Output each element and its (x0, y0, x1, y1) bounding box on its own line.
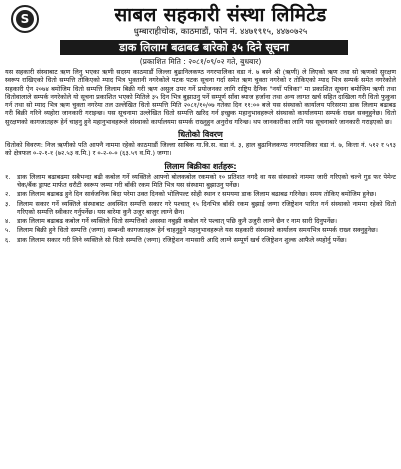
term-item (5, 173, 396, 190)
term-number: ४. (5, 217, 11, 226)
term-item (5, 226, 396, 234)
organization-name: साबल सहकारी संस्था लिमिटेड (114, 4, 327, 26)
term-item (5, 200, 396, 217)
organization-contact: धुम्बाराहीचोक, काठमाडौं, फोन नं. ४४७१९१५, ४४७०७२५ (133, 27, 308, 37)
term-number: ५. (5, 226, 11, 235)
term-text: डाक लिलाम बढाबढमा सबैभन्दा बढी कबोल गर्ने व्यक्तिले आफ्नो बोलकबोल रकमको १० प्रतिशत नगदै वा यस संस्थाको नाममा जारी गरिएको चल्ने गुड फर पेमेन्ट चेक/बैंक ड्राफ्ट मार्फत धरौटी स्वरूप जम्मा गरी बाँकी रकम मिति भित्र यस संस्थामा बुझाउनु पर्नेछ। (17, 172, 396, 189)
terms-heading-text: लिलाम बिक्रीका शर्तहरू: (164, 161, 237, 171)
term-number: १. (5, 172, 11, 181)
term-text: डाक लिलाम बढाबढ कबोल गर्ने व्यक्तिले धितो सम्पत्तिको अवस्था नबुझी कबोल गरे पश्चात् पछि कुनै उजुरी लाग्ने छैन र नाम सारी दिनुपर्नेछ। (17, 217, 338, 226)
terms-heading (5, 161, 396, 172)
publication-date: (प्रकाशित मिति : २०८१/०९/०२ गते, बुधबार) (139, 57, 262, 66)
term-text: लिलाम सकार गर्ने व्यक्तिले संस्थाबाट अवस्थित सम्पत्ति सकार गरे पश्चात् १५ दिनभित्र बाँकी रकम बुझाई जग्गा रजिष्ट्रेशन पारित गर्न संस्थाको नाममा रहेको धितो गरिएको सम्पत्ति स्वीकार गर्नुपर्नेछ। यस बारेमा कुनै उजुर बाजुर लाग्ने छैन। (17, 199, 396, 216)
term-number: २. (5, 190, 11, 199)
header (5, 3, 396, 55)
terms-list (5, 173, 396, 244)
term-number: ३. (5, 199, 11, 208)
term-item (5, 236, 396, 244)
collateral-heading (5, 129, 396, 140)
term-text: डाक लिलाम बढाबढ हुने दिन सार्वजनिक बिदा परेमा उक्त दिनको भोलिपल्ट सोही स्थान र समयमा डाक लिलाम बढाबढ गरिनेछ। समय तोकिए बमोजिम हुनेछ। (17, 190, 377, 199)
collateral-description: धितोको विवरण: निज ऋणीको पति आफ्नै नाममा रहेको काठमाडौं जिल्ला साबिक गा.वि.स. वडा नं. ३, हाल बुढानिलकण्ठ नगरपालिका वडा नं. ७, कित्ता नं. ५१२ र ५९३ को क्षेत्रफल ०-२-१-१ (७२.५३ व.मि.) र ०-२-०-० (६३.५९ व.मि.) जग्गा। (5, 141, 396, 158)
term-text: लिलाम बिक्री हुने धितो सम्पत्ति (जग्गा) सम्बन्धी कागजातहरू हेर्न चाहनुहुने महानुभावहरूले यस सहकारी संस्थाको कार्यालय समयभित्र सम्पर्क राख्न सक्नुहुनेछ। (17, 226, 378, 235)
intro-paragraph: यस सहकारी संस्थाबाट ऋण लिनु भएका ऋणी सदस्य काठमाडौं जिल्ला बुढानिलकण्ठ नगरपालिका वडा नं. ७ बस्ने श्री (ऋणी) ले लिएको ऋण तथा सो ऋणको सुरक्षण स्वरूप राखिएको धितो सम्पत्ति तोकिएको म्याद भित्र भुक्तानी नगरेकोले पटक पटक सूचना गर्दा समेत ऋण चुक्ता नगरेको र तोकिएको म्याद भित्र सम्पर्क समेत नगरेकोले सहकारी ऐन २०७४ बमोजिम धितो सम्पत्ति लिलाम बिक्री गरी ऋण असुल उपर गर्ने प्रयोजनका लागि राष्ट्रिय दैनिक "नयाँ पत्रिका" मा प्रकाशित सूचना बमोजिम ऋणी तथा धितोवालाले सम्पर्क नगरेकोले यो सूचना प्रकाशित भएको मितिले ३५ दिन भित्र बुझाउनु पर्ने सम्पूर्ण साँवा ब्याज हर्जाना तथा अन्य लागत खर्च सहित दाखिला गरी धितो फुकुवा गर्न तथा सो म्याद भित्र ऋण चुक्ता नगरेमा तल उल्लेखित धितो सम्पत्ति मिति २०८१/१०/०७ गतेका दिन ११:०० बजे यस संस्थाको कार्यालय परिसरमा डाक लिलाम बढाबढ गरी बिक्री गरिने व्यहोरा जानकारी गराइन्छ। यस सूचनामा उल्लेखित धितो सम्पत्ति खरिद गर्न इच्छुक महानुभावहरूले संस्थाको कार्यालयमा सम्पर्क राख्न सक्नुहुनेछ। धितो सुरक्षणको कागजातहरू हेर्न चाहनु हुने महानुभावहरूले संस्थाको कार्यालयमा सम्पर्क राख्नुहुन अनुरोध गरिन्छ। थप जानकारीका लागि यस सूचनाबारे जानकारी गराइएको छ। (5, 68, 396, 126)
term-item (5, 217, 396, 225)
term-number: ६. (5, 235, 11, 244)
collateral-heading-text: धितोको विवरण (178, 130, 223, 140)
term-item (5, 190, 396, 198)
term-text: डाक लिलाम सकार गरी लिने व्यक्तिले सो धितो सम्पत्ति (जग्गा) रजिष्ट्रेशन नामसारी आदि लाग्ने सम्पूर्ण खर्च रजिष्ट्रेशन शुल्क आफैले व्यहोर्नु पर्नेछ। (17, 235, 347, 244)
logo-glyph: S (16, 10, 34, 28)
cooperative-logo (11, 5, 39, 33)
notice-title-banner: डाक लिलाम बढाबढ बारेको ३५ दिने सूचना (60, 40, 348, 55)
